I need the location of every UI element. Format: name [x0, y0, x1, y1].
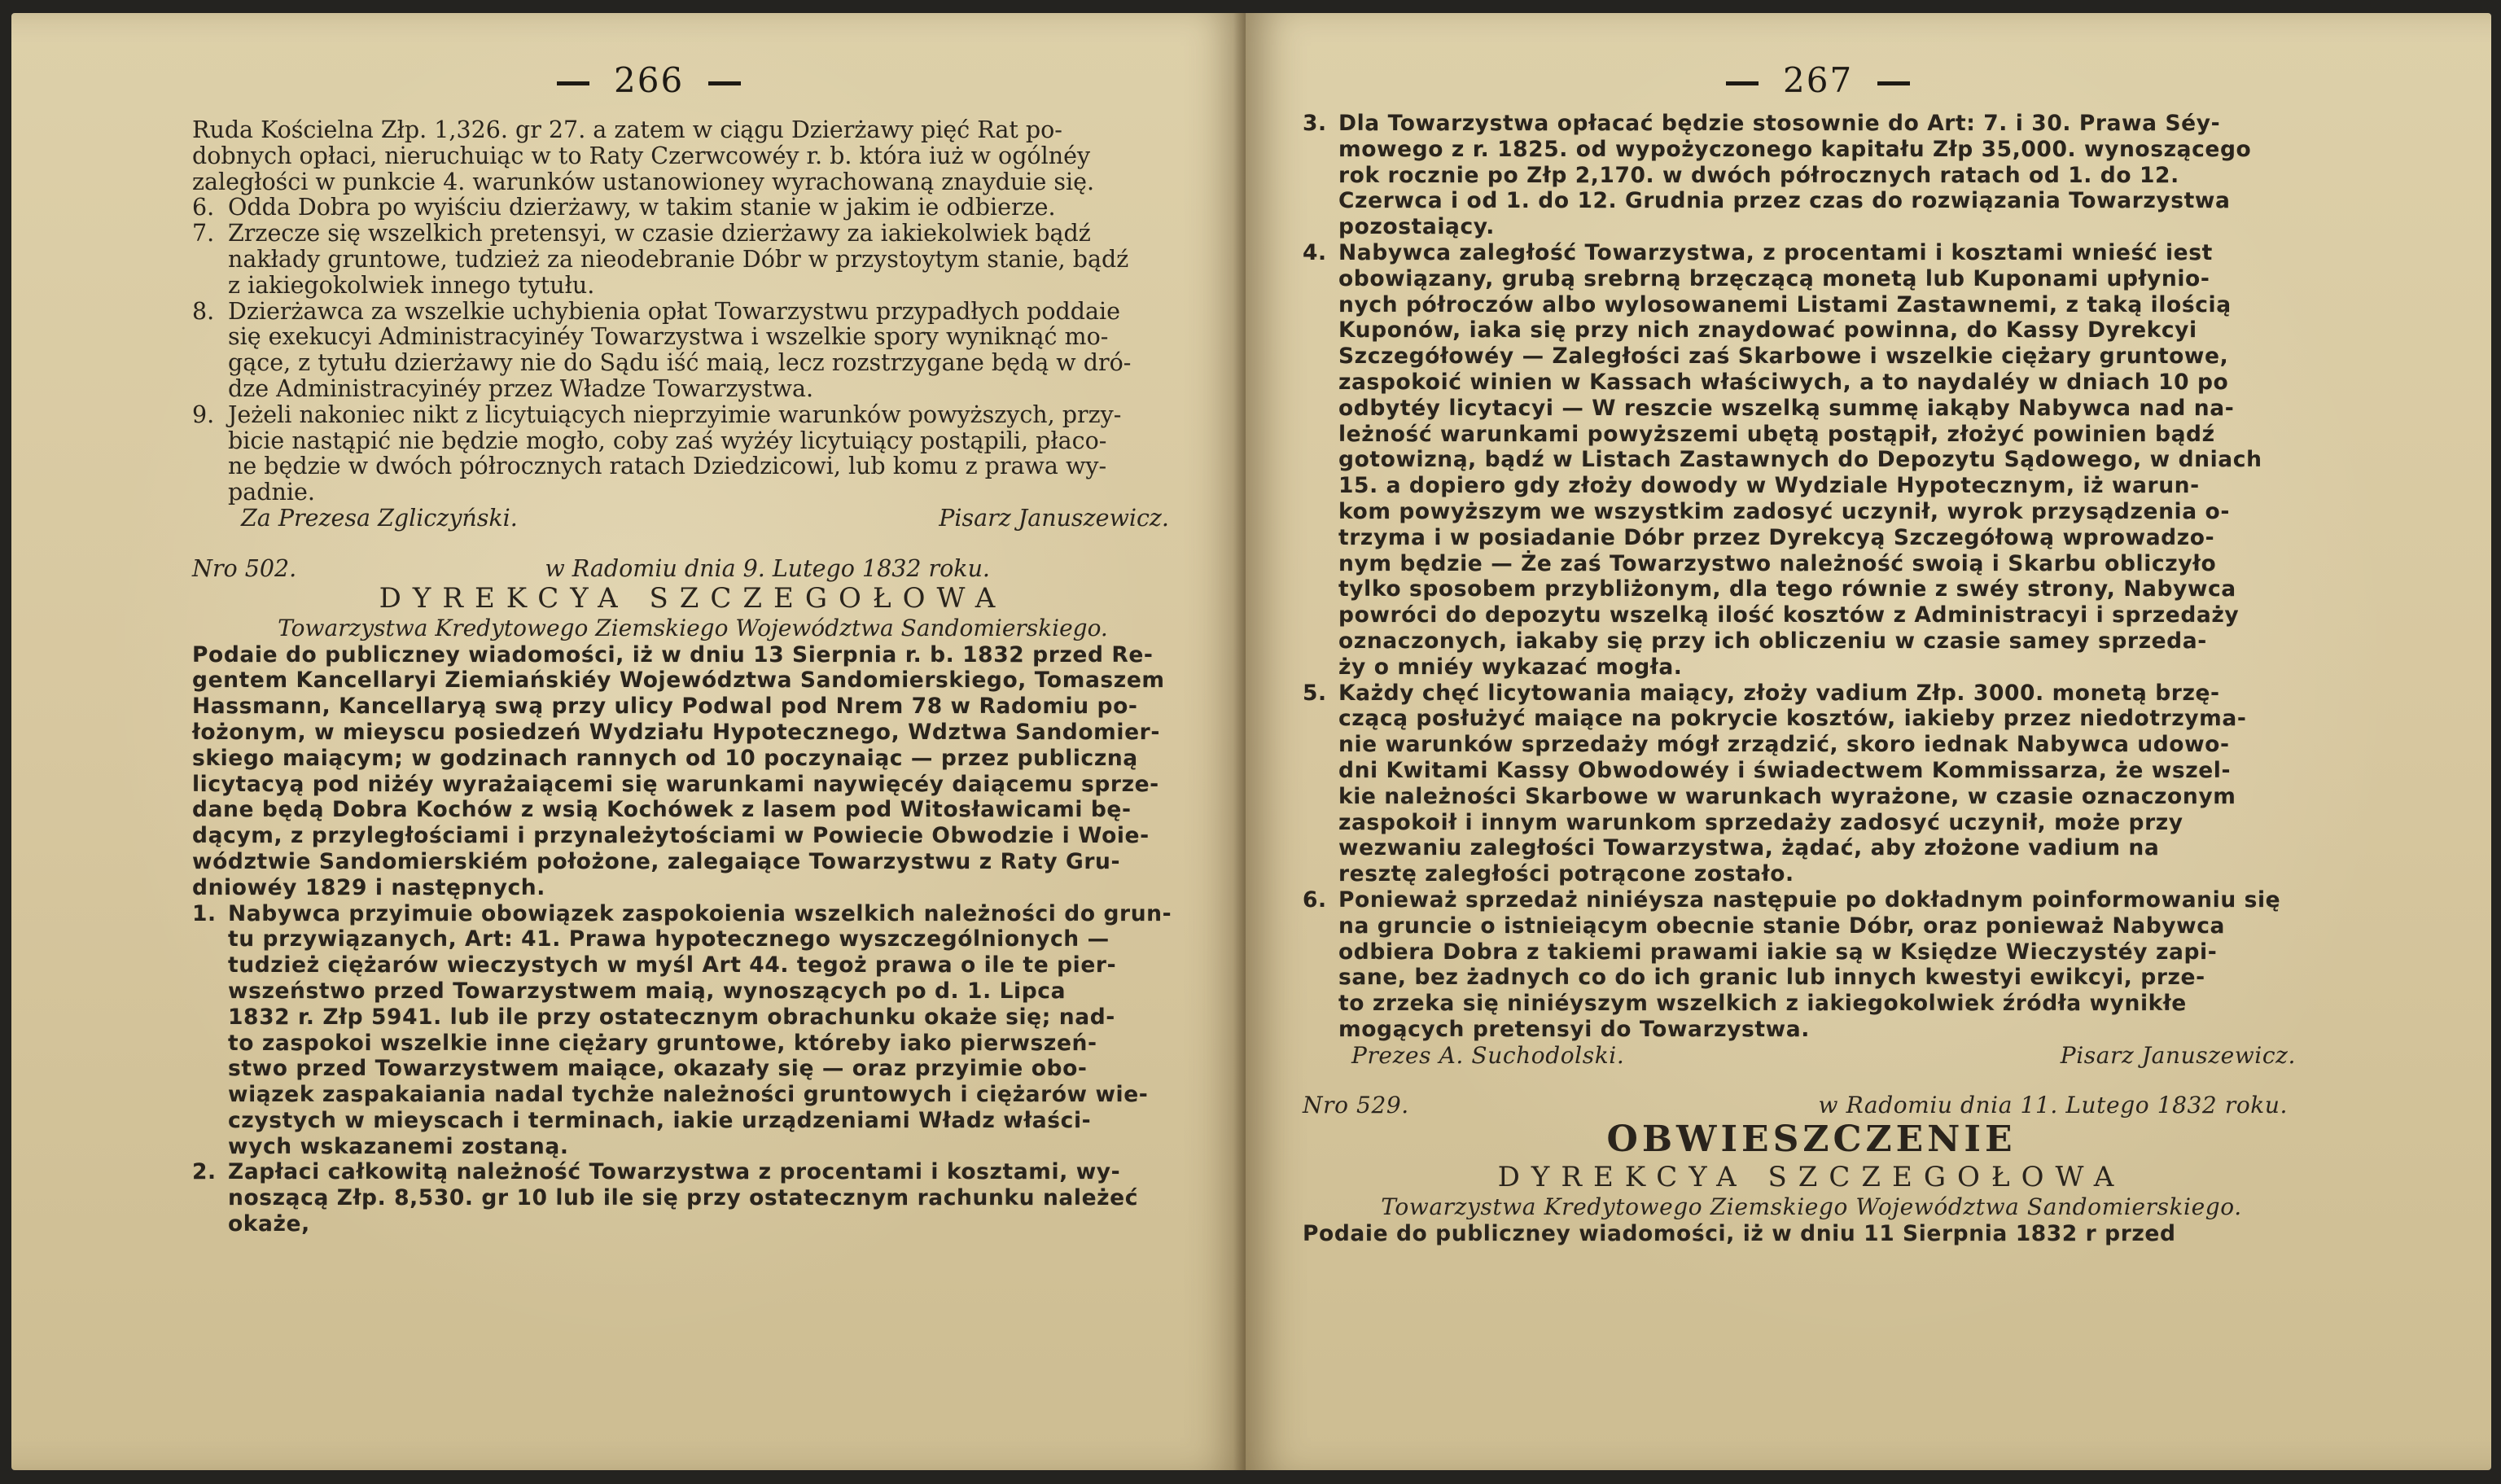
text-line: trzyma i w posiadanie Dóbr przez Dyrekcyą Szczegółową wprowadzo-	[1338, 524, 2215, 550]
right-page	[1246, 13, 2491, 1470]
text-line: Hassmann, Kancellaryą swą przy ulicy Podwal pod Nrem 78 w Radomiu po-	[192, 694, 1138, 720]
notice-subheading: Towarzystwa Kredytowego Ziemskiego Województwa Sandomierskiego.	[278, 614, 1108, 641]
text-line: resztę zaległości potrącone zostało.	[1338, 861, 1794, 887]
text-line: zaspokoił i innym warunkom sprzedaży zadosyć uczynił, może przy	[1338, 809, 2183, 835]
text-line: gentem Kancellaryi Ziemiańskiéy Województwa Sandomierskiego, Tomaszem	[192, 668, 1165, 694]
numbered-item	[192, 195, 1194, 221]
notice-title: OBWIESZCZENIE	[1606, 1118, 2017, 1161]
text-line: tu przywiązanych, Art: 41. Prawa hypotecznego wyszczególnionych —	[228, 926, 1110, 952]
text-line: dze Administracyinéy przez Władze Towarzystwa.	[228, 374, 814, 402]
signatures	[1303, 1043, 2320, 1069]
text-line: kie należności Skarbowe w warunkach wyrażone, w czasie oznaczonym	[1338, 783, 2236, 809]
text-line: nym będzie — Że zaś Towarzystwo należność swoią i Skarbu obliczyło	[1338, 550, 2217, 576]
text-line: Dla Towarzystwa opłacać będzie stosownie do Art: 7. i 30. Prawa Séy-	[1338, 111, 2221, 136]
text-line: obowiązany, grubą srebrną brzęczącą monetą lub Kuponami upłynio-	[1338, 265, 2210, 291]
text-line: gące, z tytułu dzierżawy nie do Sądu iść maią, lecz rozstrzygane będą w dró-	[228, 349, 1132, 377]
text-line: dącym, z przyległościami i przynależytościami w Powiecie Obwodzie i Woie-	[192, 823, 1150, 849]
text-line: Szczegółowéy — Zaległości zaś Skarbowe i wszelkie ciężary gruntowe,	[1338, 344, 2229, 370]
text-line: zaległości w punkcie 4. warunków ustanowioney wyrachowaną znayduie się.	[192, 168, 1095, 195]
text-line: dane będą Dobra Kochów z wsią Kochówek z lasem pod Witosławicami bę-	[192, 797, 1132, 823]
text-line: kom powyższym we wszystkim zadosyć uczynił, wyrok przysądzenia o-	[1338, 498, 2230, 524]
notice-conditions	[192, 901, 1194, 1237]
notice-intro	[1303, 1221, 2320, 1247]
notice-heading: DYREKCYA SZCZEGOŁOWA	[1497, 1161, 2126, 1194]
text-line: nakłady gruntowe, tudzież za nieodebranie Dóbr w przystoytym stanie, bądź	[228, 245, 1129, 273]
text-line: skiego maiącym; w godzinach rannych od 10 poczynaiąc — przez publiczną	[192, 745, 1138, 771]
numbered-item	[192, 901, 1194, 1160]
text-line: dniowéy 1829 i następnych.	[192, 874, 545, 900]
right-page-text	[1303, 111, 2320, 1247]
item-number: 3.	[1303, 111, 1327, 136]
signatures	[192, 506, 1194, 532]
notice-date: w Radomiu dnia 11. Lutego 1832 roku.	[1818, 1092, 2288, 1119]
text-line: to zrzeka się niniéyszym wszelkich z iakiegokolwiek źródła wynikłe	[1338, 991, 2187, 1017]
text-line: Ponieważ sprzedaż niniéysza następuie po dokładnym poinformowaniu się	[1338, 886, 2281, 913]
signature-left: Prezes A. Suchodolski.	[1351, 1041, 1625, 1069]
numbered-item	[1303, 111, 2320, 240]
text-line: nie warunków sprzedaży mógł zrządzić, skoro iednak Nabywca udowo-	[1338, 732, 2230, 758]
text-line: tylko sposobem przybliżonym, dla tego równie z swéy strony, Nabywca	[1338, 576, 2236, 602]
numbered-item	[192, 299, 1194, 402]
item-number: 2.	[192, 1159, 217, 1185]
text-line: wiązek zaspakaiania nadal tychże należności gruntowych i ciężarów wie-	[228, 1082, 1149, 1108]
text-line: mowego z r. 1825. od wypożyczonego kapitału Złp 35,000. wynoszącego	[1338, 136, 2252, 162]
text-line: rok rocznie po Złp 2,170. w dwóch półrocznych ratach od 1. do 12.	[1338, 162, 2179, 188]
numbered-item	[1303, 887, 2320, 1043]
text-line: wództwie Sandomierskiém położone, zalegaiące Towarzystwu z Raty Gru-	[192, 848, 1121, 874]
text-line: wych wskazanemi zostaną.	[228, 1133, 569, 1159]
text-line: tudzież ciężarów wieczystych w myśl Art 44. tegoż prawa o ile te pier-	[228, 952, 1117, 978]
text-line: powróci do depozytu wszelką ilość kosztów z Administracyi i sprzedaży	[1338, 602, 2240, 628]
text-line: wezwaniu zaległości Towarzystwa, żądać, aby złożone vadium na	[1338, 835, 2160, 861]
item-number: 6.	[1303, 886, 1327, 913]
text-line: na gruncie o istnieiącym obecnie stanie Dóbr, oraz ponieważ Nabywca	[1338, 913, 2226, 939]
item-number: 9.	[192, 401, 215, 428]
text-line: Zrzecze się wszelkich pretensyi, w czasie dzierżawy za iakiekolwiek bądź	[228, 220, 1091, 247]
text-line: 15. a dopiero gdy złoży dowody w Wydziale Hypotecznym, iż warun-	[1338, 473, 2200, 499]
text-line: padnie.	[228, 479, 315, 506]
notice-subheading: Towarzystwa Kredytowego Ziemskiego Województwa Sandomierskiego.	[1381, 1193, 2242, 1221]
text-line: Zapłaci całkowitą należność Towarzystwa z procentami i kosztami, wy-	[228, 1159, 1121, 1185]
text-line: Podaie do publiczney wiadomości, iż w dniu 13 Sierpnia r. b. 1832 przed Re-	[192, 641, 1154, 668]
signature-right: Pisarz Januszewicz.	[2060, 1041, 2296, 1069]
notice-dateline	[1303, 1092, 2320, 1118]
text-line: noszącą Złp. 8,530. gr 10 lub ile się przy ostatecznym rachunku należeć	[228, 1185, 1139, 1211]
notice-intro	[192, 642, 1194, 901]
text-line: wszeństwo przed Towarzystwem maią, wynoszących po d. 1. Lipca	[228, 978, 1067, 1004]
text-line: Każdy chęć licytowania maiący, złoży vadium Złp. 3000. monetą brzę-	[1338, 680, 2220, 706]
text-line: ne będzie w dwóch półrocznych ratach Dziedzicowi, lub komu z prawa wy-	[228, 453, 1107, 480]
text-line: Nabywca zaległość Towarzystwa, z procentami i kosztami wnieść iest	[1338, 239, 2213, 265]
text-line: się exekucyi Administracyinéy Towarzystwa i wszelkie spory wyniknąć mo-	[228, 323, 1109, 351]
notice-date: w Radomiu dnia 9. Lutego 1832 roku.	[545, 554, 990, 582]
text-line: oznaczonych, iakaby się przy ich obliczeniu w czasie samey sprzeda-	[1338, 628, 2207, 654]
left-page-number: 266	[532, 60, 765, 100]
numbered-item	[1303, 240, 2320, 681]
item-number: 7.	[192, 220, 215, 247]
text-line: czącą posłużyć maiące na pokrycie kosztów, iakieby przez niedotrzyma-	[1338, 706, 2247, 732]
text-line: Kuponów, iaka się przy nich znaydować powinna, do Kassy Dyrekcyi	[1338, 317, 2197, 344]
text-line: łożonym, w mieyscu posiedzeń Wydziału Hypotecznego, Wdztwa Sandomier-	[192, 719, 1160, 745]
notice-number: Nro 502.	[192, 554, 297, 582]
text-line: zaspokoić winien w Kassach właściwych, a to naydaléy w dniach 10 po	[1338, 369, 2229, 395]
numbered-item	[192, 1159, 1194, 1237]
notice-number: Nro 529.	[1303, 1092, 1409, 1119]
text-line: z iakiegokolwiek innego tytułu.	[228, 271, 595, 299]
right-page-number: 267	[1702, 60, 1934, 100]
text-line: Ruda Kościelna Złp. 1,326. gr 27. a zatem w ciągu Dzierżawy pięć Rat po-	[192, 116, 1062, 143]
text-line: okaże,	[228, 1211, 310, 1237]
signature-left: Za Prezesa Zgliczyński.	[241, 504, 518, 532]
notice-dateline	[192, 556, 1194, 582]
item-number: 4.	[1303, 239, 1327, 265]
numbered-item	[192, 221, 1194, 298]
text-line: bicie nastąpić nie będzie mogło, coby zaś wyżéy licytuiący postąpili, płaco-	[228, 427, 1107, 454]
text-line: dobnych opłaci, nieruchuiąc w to Raty Czerwcowéy r. b. która iuż w ogólnéy	[192, 142, 1091, 169]
text-line: czystych w mieyscach i terminach, iakie urządzeniami Władz właści-	[228, 1107, 1092, 1133]
text-line: stwo przed Towarzystwem maiące, okazały się — oraz przyimie obo-	[228, 1056, 1088, 1082]
text-line: nych półroczów albo wylosowanemi Listami Zastawnemi, z taką ilością	[1338, 291, 2232, 317]
text-line: mogących pretensyi do Towarzystwa.	[1338, 1016, 1810, 1042]
text-line: licytacyą pod niżéy wyrażaiącemi się warunkami naywięcéy daiącemu sprze-	[192, 771, 1159, 797]
item-number: 6.	[192, 194, 215, 221]
text-line: gotowizną, bądź w Listach Zastawnych do Depozytu Sądowego, w dniach	[1338, 447, 2262, 473]
left-page-text	[192, 117, 1194, 1237]
text-line: Jeżeli nakoniec nikt z licytuiących nieprzyimie warunków powyższych, przy-	[228, 401, 1122, 428]
text-line: Czerwca i od 1. do 12. Grudnia przez czas do rozwiązania Towarzystwa	[1338, 188, 2231, 214]
notice-heading: DYREKCYA SZCZEGOŁOWA	[379, 581, 1007, 615]
text-line: Odda Dobra po wyiściu dzierżawy, w takim stanie w jakim ie odbierze.	[228, 194, 1056, 221]
item-number: 5.	[1303, 680, 1327, 706]
text-line: dni Kwitami Kassy Obwodowéy i świadectwem Kommissarza, że wszel-	[1338, 757, 2232, 783]
item-number: 1.	[192, 900, 217, 926]
numbered-item	[1303, 681, 2320, 887]
text-line: 1832 r. Złp 5941. lub ile przy ostatecznym obrachunku okaże się; nad-	[228, 1004, 1115, 1030]
text-line: ży o mniéy wykazać mogła.	[1338, 654, 1683, 680]
text-line: to zaspokoi wszelkie inne ciężary gruntowe, któreby iako pierwszeń-	[228, 1030, 1097, 1056]
text-line: sane, bez żadnych co do ich granic lub innych kwestyi ewikcyi, prze-	[1338, 965, 2205, 991]
left-page	[11, 13, 1246, 1470]
text-line: odbiera Dobra z takiemi prawami iakie są w Księdze Wieczystéy zapi-	[1338, 939, 2218, 965]
text-line: leżność warunkami powyższemi ubętą postąpił, złożyć powinien bądź	[1338, 421, 2215, 447]
item-number: 8.	[192, 297, 215, 325]
numbered-item	[192, 402, 1194, 506]
conditions-list-continued	[1303, 111, 2320, 1043]
signature-right: Pisarz Januszewicz.	[939, 504, 1169, 532]
text-line: Podaie do publiczney wiadomości, iż w dniu 11 Sierpnia 1832 r przed	[1303, 1221, 2176, 1247]
text-line: Nabywca przyimuie obowiązek zaspokoienia wszelkich należności do grun-	[228, 900, 1172, 926]
continued-paragraph	[192, 117, 1194, 195]
text-line: Dzierżawca za wszelkie uchybienia opłat Towarzystwu przypadłych poddaie	[228, 297, 1120, 325]
text-line: pozostaiący.	[1338, 214, 1495, 240]
conditions-list-top	[192, 195, 1194, 506]
text-line: odbytéy licytacyi — W reszcie wszelką summę iakąby Nabywca nad na-	[1338, 395, 2235, 421]
